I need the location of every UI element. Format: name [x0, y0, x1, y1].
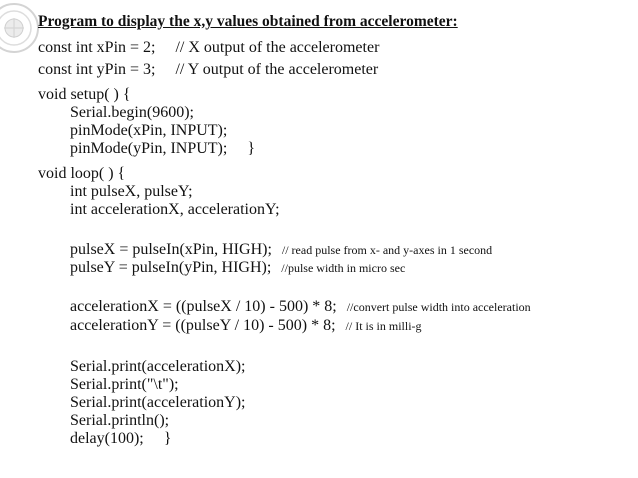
- code-text: accelerationX = ((pulseX / 10) - 500) * 8;: [70, 298, 337, 315]
- slide-title: Program to display the x,y values obtained from accelerometer:: [38, 13, 458, 30]
- code-line: [70, 240, 492, 260]
- code-text: void loop( ) {: [38, 165, 126, 182]
- code-line: [70, 182, 193, 202]
- code-brace: }: [247, 140, 256, 157]
- code-text: int pulseX, pulseY;: [70, 183, 193, 200]
- code-line: [38, 60, 378, 80]
- code-text: pinMode(yPin, INPUT);: [70, 140, 228, 157]
- code-text: pulseY = pulseIn(yPin, HIGH);: [70, 259, 272, 276]
- code-line: [38, 85, 131, 105]
- code-line: [70, 121, 227, 141]
- code-line: [70, 297, 531, 317]
- code-text: Serial.print("\t");: [70, 376, 179, 393]
- code-comment: //convert pulse width into acceleration: [346, 300, 531, 314]
- code-line: [70, 429, 171, 449]
- code-line: [70, 103, 194, 123]
- code-comment: // X output of the accelerometer: [175, 39, 380, 56]
- code-text: const int xPin = 2;: [38, 39, 156, 56]
- code-line: [38, 38, 379, 58]
- code-comment: // It is in milli-g: [345, 319, 422, 333]
- code-text: Serial.print(accelerationY);: [70, 394, 246, 411]
- code-brace: }: [163, 430, 172, 447]
- code-text: delay(100);: [70, 430, 144, 447]
- code-text: pinMode(xPin, INPUT);: [70, 122, 228, 139]
- code-comment: // Y output of the accelerometer: [175, 61, 379, 78]
- code-line: [70, 200, 280, 220]
- code-line: [70, 139, 255, 159]
- code-line: [70, 393, 245, 413]
- code-line: [70, 411, 169, 431]
- code-line: [70, 375, 179, 395]
- code-text: const int yPin = 3;: [38, 61, 156, 78]
- code-line: [70, 316, 422, 336]
- code-comment: //pulse width in micro sec: [281, 261, 406, 275]
- code-text: void setup( ) {: [38, 86, 131, 103]
- code-text: Serial.print(accelerationX);: [70, 358, 246, 375]
- code-text: int accelerationX, accelerationY;: [70, 201, 280, 218]
- code-line: [70, 357, 245, 377]
- code-text: Serial.println();: [70, 412, 170, 429]
- code-text: Serial.begin(9600);: [70, 104, 194, 121]
- code-line: [70, 258, 405, 278]
- code-line: [38, 164, 125, 184]
- code-comment: // read pulse from x- and y-axes in 1 second: [281, 243, 493, 257]
- code-text: pulseX = pulseIn(xPin, HIGH);: [70, 241, 272, 258]
- code-text: accelerationY = ((pulseY / 10) - 500) * 8;: [70, 317, 336, 334]
